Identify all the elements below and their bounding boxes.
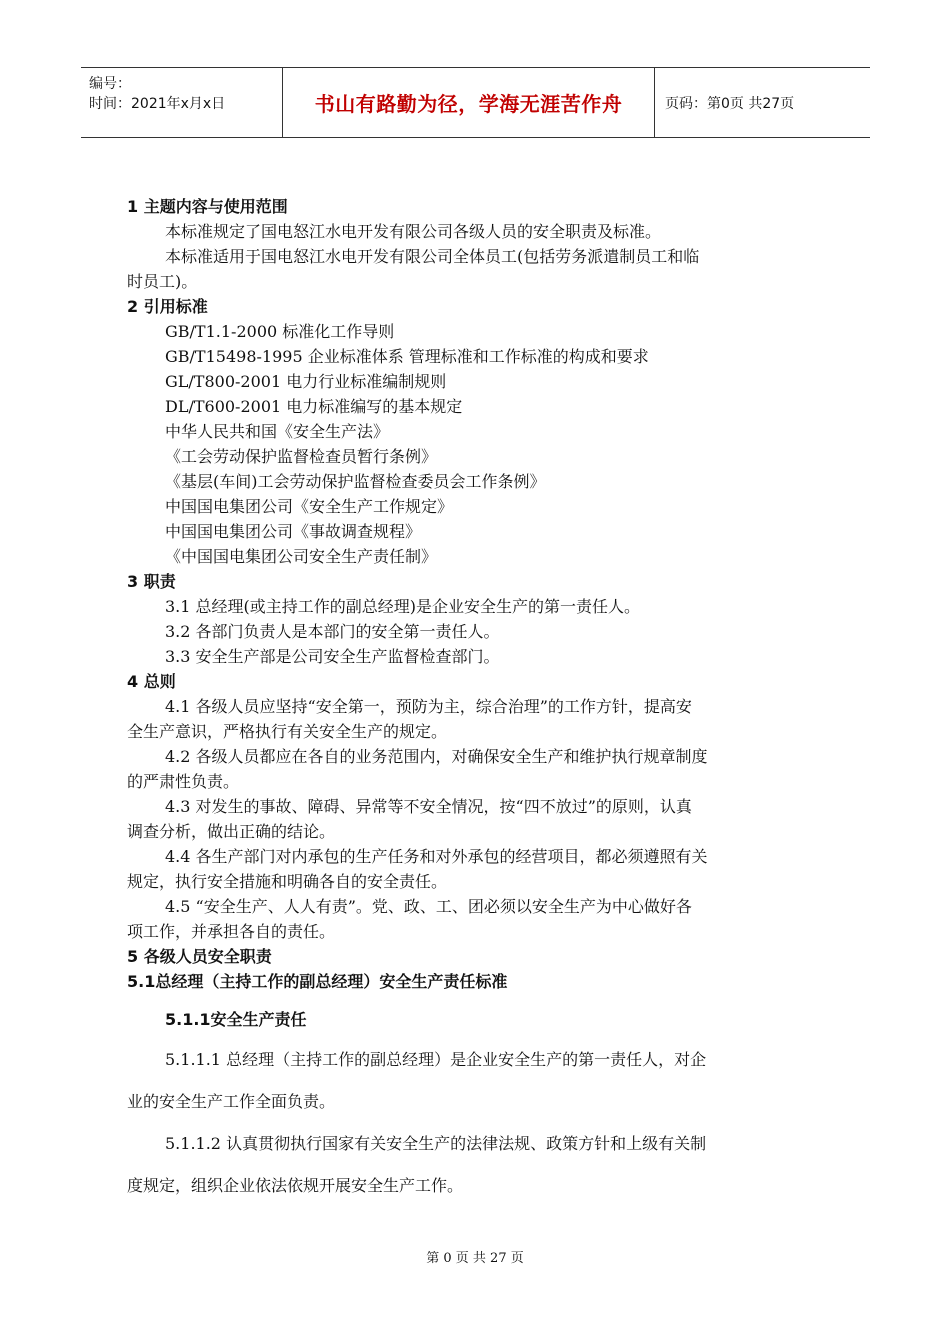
document-date: 时间：2021年x月x日 bbox=[89, 96, 226, 112]
header-page-number: 页码：第0页 共27页 bbox=[665, 95, 795, 112]
section-1-heading: 1 主题内容与使用范围 bbox=[127, 197, 288, 216]
paragraph: 4.1 各级人员应坚持“安全第一，预防为主，综合治理”的工作方针，提高安 bbox=[165, 697, 692, 716]
paragraph-continuation: 项工作，并承担各自的责任。 bbox=[127, 922, 336, 941]
reference-item: 中国国电集团公司《安全生产工作规定》 bbox=[165, 497, 454, 516]
reference-item: GB/T1.1-2000 标准化工作导则 bbox=[165, 322, 395, 341]
paragraph: 4.3 对发生的事故、障碍、异常等不安全情况，按“四不放过”的原则，认真 bbox=[165, 797, 692, 816]
paragraph: 5.1.1.2 认真贯彻执行国家有关安全生产的法律法规、政策方针和上级有关制 bbox=[165, 1134, 707, 1153]
duty-item: 3.1 总经理(或主持工作的副总经理)是企业安全生产的第一责任人。 bbox=[165, 597, 641, 616]
reference-item: GB/T15498-1995 企业标准体系 管理标准和工作标准的构成和要求 bbox=[165, 347, 649, 366]
reference-item: GL/T800-2001 电力行业标准编制规则 bbox=[165, 372, 447, 391]
paragraph: 5.1.1.1 总经理（主持工作的副总经理）是企业安全生产的第一责任人，对企 bbox=[165, 1050, 707, 1069]
reference-item: 《工会劳动保护监督检查员暂行条例》 bbox=[165, 447, 438, 466]
page-header bbox=[81, 67, 870, 138]
paragraph-continuation: 业的安全生产工作全面负责。 bbox=[127, 1092, 336, 1111]
section-4-heading: 4 总则 bbox=[127, 672, 176, 691]
paragraph-continuation: 的严肃性负责。 bbox=[127, 772, 240, 791]
reference-item: DL/T600-2001 电力标准编写的基本规定 bbox=[165, 397, 463, 416]
document-body bbox=[127, 194, 827, 1198]
paragraph: 4.4 各生产部门对内承包的生产任务和对外承包的经营项目，都必须遵照有关 bbox=[165, 847, 708, 866]
header-meta bbox=[81, 68, 283, 137]
section-3-heading: 3 职责 bbox=[127, 572, 176, 591]
section-2-heading: 2 引用标准 bbox=[127, 297, 208, 316]
duty-item: 3.2 各部门负责人是本部门的安全第一责任人。 bbox=[165, 622, 500, 641]
header-motto: 书山有路勤为径，学海无涯苦作舟 bbox=[283, 68, 655, 137]
document-number-label: 编号： bbox=[89, 76, 131, 92]
paragraph: 本标准适用于国电怒江水电开发有限公司全体员工(包括劳务派遣制员工和临 bbox=[165, 247, 700, 266]
reference-item: 《中国国电集团公司安全生产责任制》 bbox=[165, 547, 438, 566]
section-5-1-heading: 5.1总经理（主持工作的副总经理）安全生产责任标准 bbox=[127, 972, 508, 991]
paragraph-continuation: 全生产意识，严格执行有关安全生产的规定。 bbox=[127, 722, 448, 741]
reference-item: 中华人民共和国《安全生产法》 bbox=[165, 422, 390, 441]
paragraph: 4.2 各级人员都应在各自的业务范围内，对确保安全生产和维护执行规章制度 bbox=[165, 747, 708, 766]
paragraph-continuation: 调查分析，做出正确的结论。 bbox=[127, 822, 336, 841]
reference-item: 《基层(车间)工会劳动保护监督检查委员会工作条例》 bbox=[165, 472, 546, 491]
duty-item: 3.3 安全生产部是公司安全生产监督检查部门。 bbox=[165, 647, 500, 666]
section-5-heading: 5 各级人员安全职责 bbox=[127, 947, 272, 966]
paragraph-continuation: 度规定，组织企业依法依规开展安全生产工作。 bbox=[127, 1176, 464, 1195]
paragraph: 本标准规定了国电怒江水电开发有限公司各级人员的安全职责及标准。 bbox=[165, 222, 662, 241]
reference-item: 中国国电集团公司《事故调查规程》 bbox=[165, 522, 422, 541]
paragraph-continuation: 规定，执行安全措施和明确各自的安全责任。 bbox=[127, 872, 448, 891]
page-footer: 第 0 页 共 27 页 bbox=[426, 1251, 524, 1266]
paragraph-continuation: 时员工)。 bbox=[127, 272, 198, 291]
section-5-1-1-heading: 5.1.1安全生产责任 bbox=[165, 1010, 307, 1029]
paragraph: 4.5 “安全生产、人人有责”。党、政、工、团必须以安全生产为中心做好各 bbox=[165, 897, 692, 916]
